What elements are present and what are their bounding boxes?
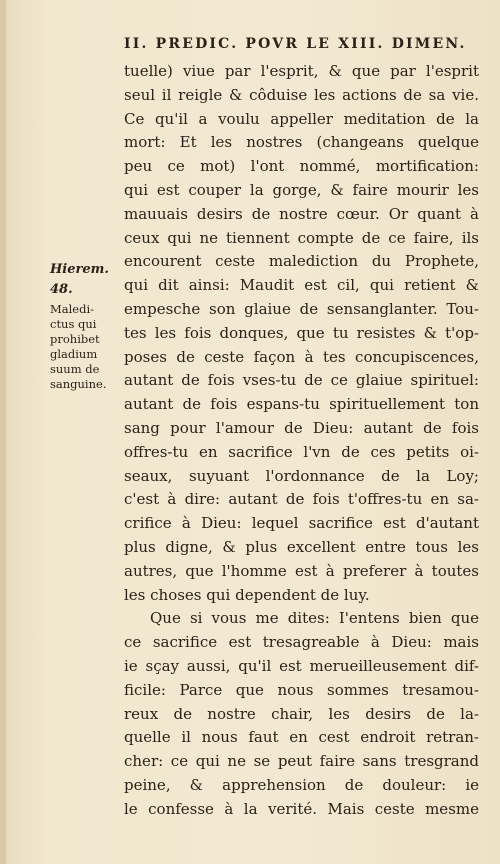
text-line: les choses qui dependent de luy. [124,585,370,604]
text-line: c'est à dire: autant de fois t'offres-tu en sa- [124,490,479,509]
text-line: empesche son glaiue de sensanglanter. Tou- [124,299,479,318]
text-line: peu ce mot) l'ont nommé, mortification: [124,157,479,176]
text-line: offres-tu en sacrifice l'vn de ces petits oi- [124,442,479,461]
text-line: mauuais desirs de nostre cœur. Or quant à [124,204,479,223]
text-line: ce sacrifice est tresagreable à Dieu: mais [124,633,479,652]
text-line: sang pour l'amour de Dieu: autant de fois [124,418,479,437]
text-line: autant de fois vses-tu de ce glaiue spirituel: [124,371,479,390]
text-line: Ce qu'il a voulu appeller meditation de la [124,109,479,128]
margin-latin-line: prohibet [50,332,100,346]
text-line: qui dit ainsi: Maudit est cil, qui retient & [124,276,479,295]
text-line: ceux qui ne tiennent compte de ce faire, ils [124,228,479,247]
text-line: encourent ceste malediction du Prophete, [124,252,479,271]
text-line: le confesse à la verité. Mais ceste mesme [124,799,479,818]
text-line: mort: Et les nostres (changeans quelque [124,133,479,152]
margin-latin-line: gladium [50,347,98,361]
text-line: peine, & apprehension de douleur: ie [124,775,479,794]
margin-notes [50,262,114,392]
margin-latin-line: ctus qui [50,317,97,331]
text-line: ficile: Parce que nous sommes tresamou- [124,680,479,699]
margin-reference-chapter: 48. [50,282,73,297]
text-line: seul il reigle & côduise les actions de sa vie. [124,85,479,104]
margin-latin-line: Maledi- [50,302,95,316]
body-text [124,60,479,822]
text-line: autres, que l'homme est à preferer à toutes [124,561,479,580]
margin-latin-line: sanguine. [50,377,107,391]
text-line: crifice à Dieu: lequel sacrifice est d'autant [124,514,479,533]
text-line: tuelle) viue par l'esprit, & que par l'esprit [124,62,479,80]
text-line: ie sçay aussi, qu'il est merueilleusement dif- [124,656,479,675]
running-head: II. PREDIC. POVR LE XIII. DIMEN. [124,36,467,52]
margin-latin-line: suum de [50,362,100,376]
text-line: plus digne, & plus excellent entre tous les [124,537,479,556]
paragraph-start-line: Que si vous me dites: I'entens bien que [150,609,479,628]
text-line: quelle il nous faut en cest endroit retran- [124,728,479,747]
text-line: poses de ceste façon à tes concupiscences, [124,347,479,366]
text-line: reux de nostre chair, les desirs de la- [124,704,479,723]
text-line: seaux, suyuant l'ordonnance de la Loy; [124,466,479,485]
text-line: cher: ce qui ne se peut faire sans tresgrand [124,752,479,771]
text-line: autant de fois espans-tu spirituellement ton [124,395,479,414]
margin-reference-book: Hierem. [50,262,109,277]
text-line: tes les fois donques, que tu resistes & t'op- [124,323,479,342]
text-line: qui est couper la gorge, & faire mourir les [124,180,479,199]
